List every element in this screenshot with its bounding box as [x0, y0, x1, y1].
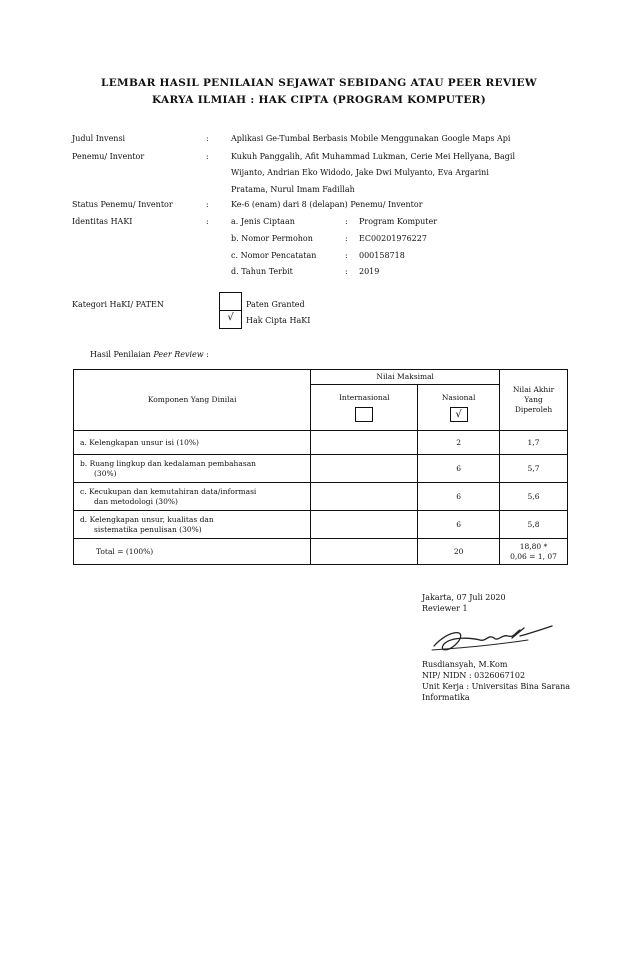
komponen-cell: c. Kecukupan dan kemutahiran data/informasi dan metodologi (30%): [74, 483, 311, 511]
document-title-line1: LEMBAR HASIL PENILAIAN SEJAWAT SEBIDANG ATAU PEER REVIEW: [101, 77, 537, 89]
table-row: [74, 455, 568, 483]
tempat-tanggal: Jakarta, 07 Juli 2020: [422, 593, 506, 602]
internasional-cell: [311, 511, 418, 539]
haki-sub-value: 000158718: [359, 251, 405, 260]
header-komponen: Komponen Yang Dinilai: [74, 370, 311, 431]
haki-sub-key: a. Jenis Ciptaan: [231, 217, 295, 226]
paten-granted-checkbox[interactable]: [219, 292, 242, 311]
internasional-cell: [311, 431, 418, 455]
nasional-cell: 6: [418, 483, 500, 511]
hak-cipta-label: Hak Cipta HaKI: [246, 316, 311, 325]
reviewer-unit-line2: Informatika: [422, 693, 470, 702]
identitas-sep: :: [206, 217, 209, 226]
paten-granted-label: Paten Granted: [246, 300, 305, 309]
komponen-cell: a. Kelengkapan unsur isi (10%): [74, 431, 311, 455]
reviewer-nip: NIP/ NIDN : 0326067102: [422, 671, 526, 680]
internasional-checkbox[interactable]: [355, 407, 373, 422]
haki-sub-value: Program Komputer: [359, 217, 438, 226]
header-nasional: Nasional √: [418, 385, 500, 431]
table-row: [74, 483, 568, 511]
haki-sub-sep: :: [345, 217, 348, 226]
penemu-line2: Wijanto, Andrian Eko Widodo, Jake Dwi Mulyanto, Eva Argarini: [231, 168, 489, 177]
nilai-akhir-cell: 5,7: [500, 455, 568, 483]
reviewer-label: Reviewer 1: [422, 604, 468, 613]
haki-sub-sep: :: [345, 251, 348, 260]
total-row: [74, 539, 568, 565]
haki-sub-key: d. Tahun Terbit: [231, 267, 293, 276]
reviewer-nama: Rusdiansyah, M.Kom: [422, 660, 508, 669]
komponen-cell: b. Ruang lingkup dan kedalaman pembahasan (30%): [74, 455, 311, 483]
status-value: Ke-6 (enam) dari 8 (delapan) Penemu/ Inventor: [231, 200, 423, 209]
haki-sub-value: EC00201976227: [359, 234, 427, 243]
total-nasional: 20: [418, 539, 500, 565]
nilai-akhir-cell: 5,6: [500, 483, 568, 511]
nasional-cell: 6: [418, 511, 500, 539]
table-row: [74, 511, 568, 539]
check-mark-icon: √: [227, 312, 234, 323]
nasional-cell: 6: [418, 455, 500, 483]
nasional-cell: 2: [418, 431, 500, 455]
peer-review-table: [73, 369, 568, 565]
header-nilai-akhir: Nilai Akhir Yang Diperoleh: [500, 370, 568, 431]
judul-value: Aplikasi Ge-Tumbal Berbasis Mobile Menggunakan Google Maps Api: [231, 134, 511, 143]
hak-cipta-checkbox[interactable]: [219, 310, 242, 329]
penemu-line3: Pratama, Nurul Imam Fadillah: [231, 185, 355, 194]
internasional-cell: [311, 455, 418, 483]
identitas-label: Identitas HAKI: [72, 217, 133, 226]
penemu-label: Penemu/ Inventor: [72, 152, 145, 161]
reviewer-unit-line1: Unit Kerja : Universitas Bina Sarana: [422, 682, 571, 691]
judul-label: Judul Invensi: [72, 134, 126, 143]
header-nilai-maksimal: Nilai Maksimal: [311, 370, 500, 385]
haki-sub-key: b. Nomor Permohon: [231, 234, 313, 243]
check-mark-icon: √: [455, 409, 462, 420]
internasional-cell: [311, 539, 418, 565]
penemu-sep: :: [206, 152, 209, 161]
status-label: Status Penemu/ Inventor: [72, 200, 173, 209]
judul-sep: :: [206, 134, 209, 143]
signature-image: [428, 622, 558, 658]
nilai-akhir-cell: 1,7: [500, 431, 568, 455]
haki-sub-value: 2019: [359, 267, 380, 276]
header-internasional: Internasional: [311, 385, 418, 431]
internasional-cell: [311, 483, 418, 511]
haki-sub-sep: :: [345, 267, 348, 276]
penemu-line1: Kukuh Panggalih, Afit Muhammad Lukman, Cerie Mei Hellyana, Bagil: [231, 152, 516, 161]
document-title-line2: KARYA ILMIAH : HAK CIPTA (PROGRAM KOMPUTER): [152, 94, 486, 106]
status-sep: :: [206, 200, 209, 209]
haki-sub-sep: :: [345, 234, 348, 243]
hasil-penilaian-label: Hasil Penilaian Peer Review :: [90, 350, 209, 359]
nasional-checkbox[interactable]: [450, 407, 468, 422]
nilai-akhir-cell: 5,8: [500, 511, 568, 539]
table-row: [74, 431, 568, 455]
haki-sub-key: c. Nomor Pencatatan: [231, 251, 317, 260]
total-label: Total = (100%): [74, 539, 311, 565]
komponen-cell: d. Kelengkapan unsur, kualitas dan sistematika penulisan (30%): [74, 511, 311, 539]
kategori-label: Kategori HaKI/ PATEN: [72, 300, 164, 309]
total-nilai-akhir: 18,80 * 0,06 = 1, 07: [500, 539, 568, 565]
